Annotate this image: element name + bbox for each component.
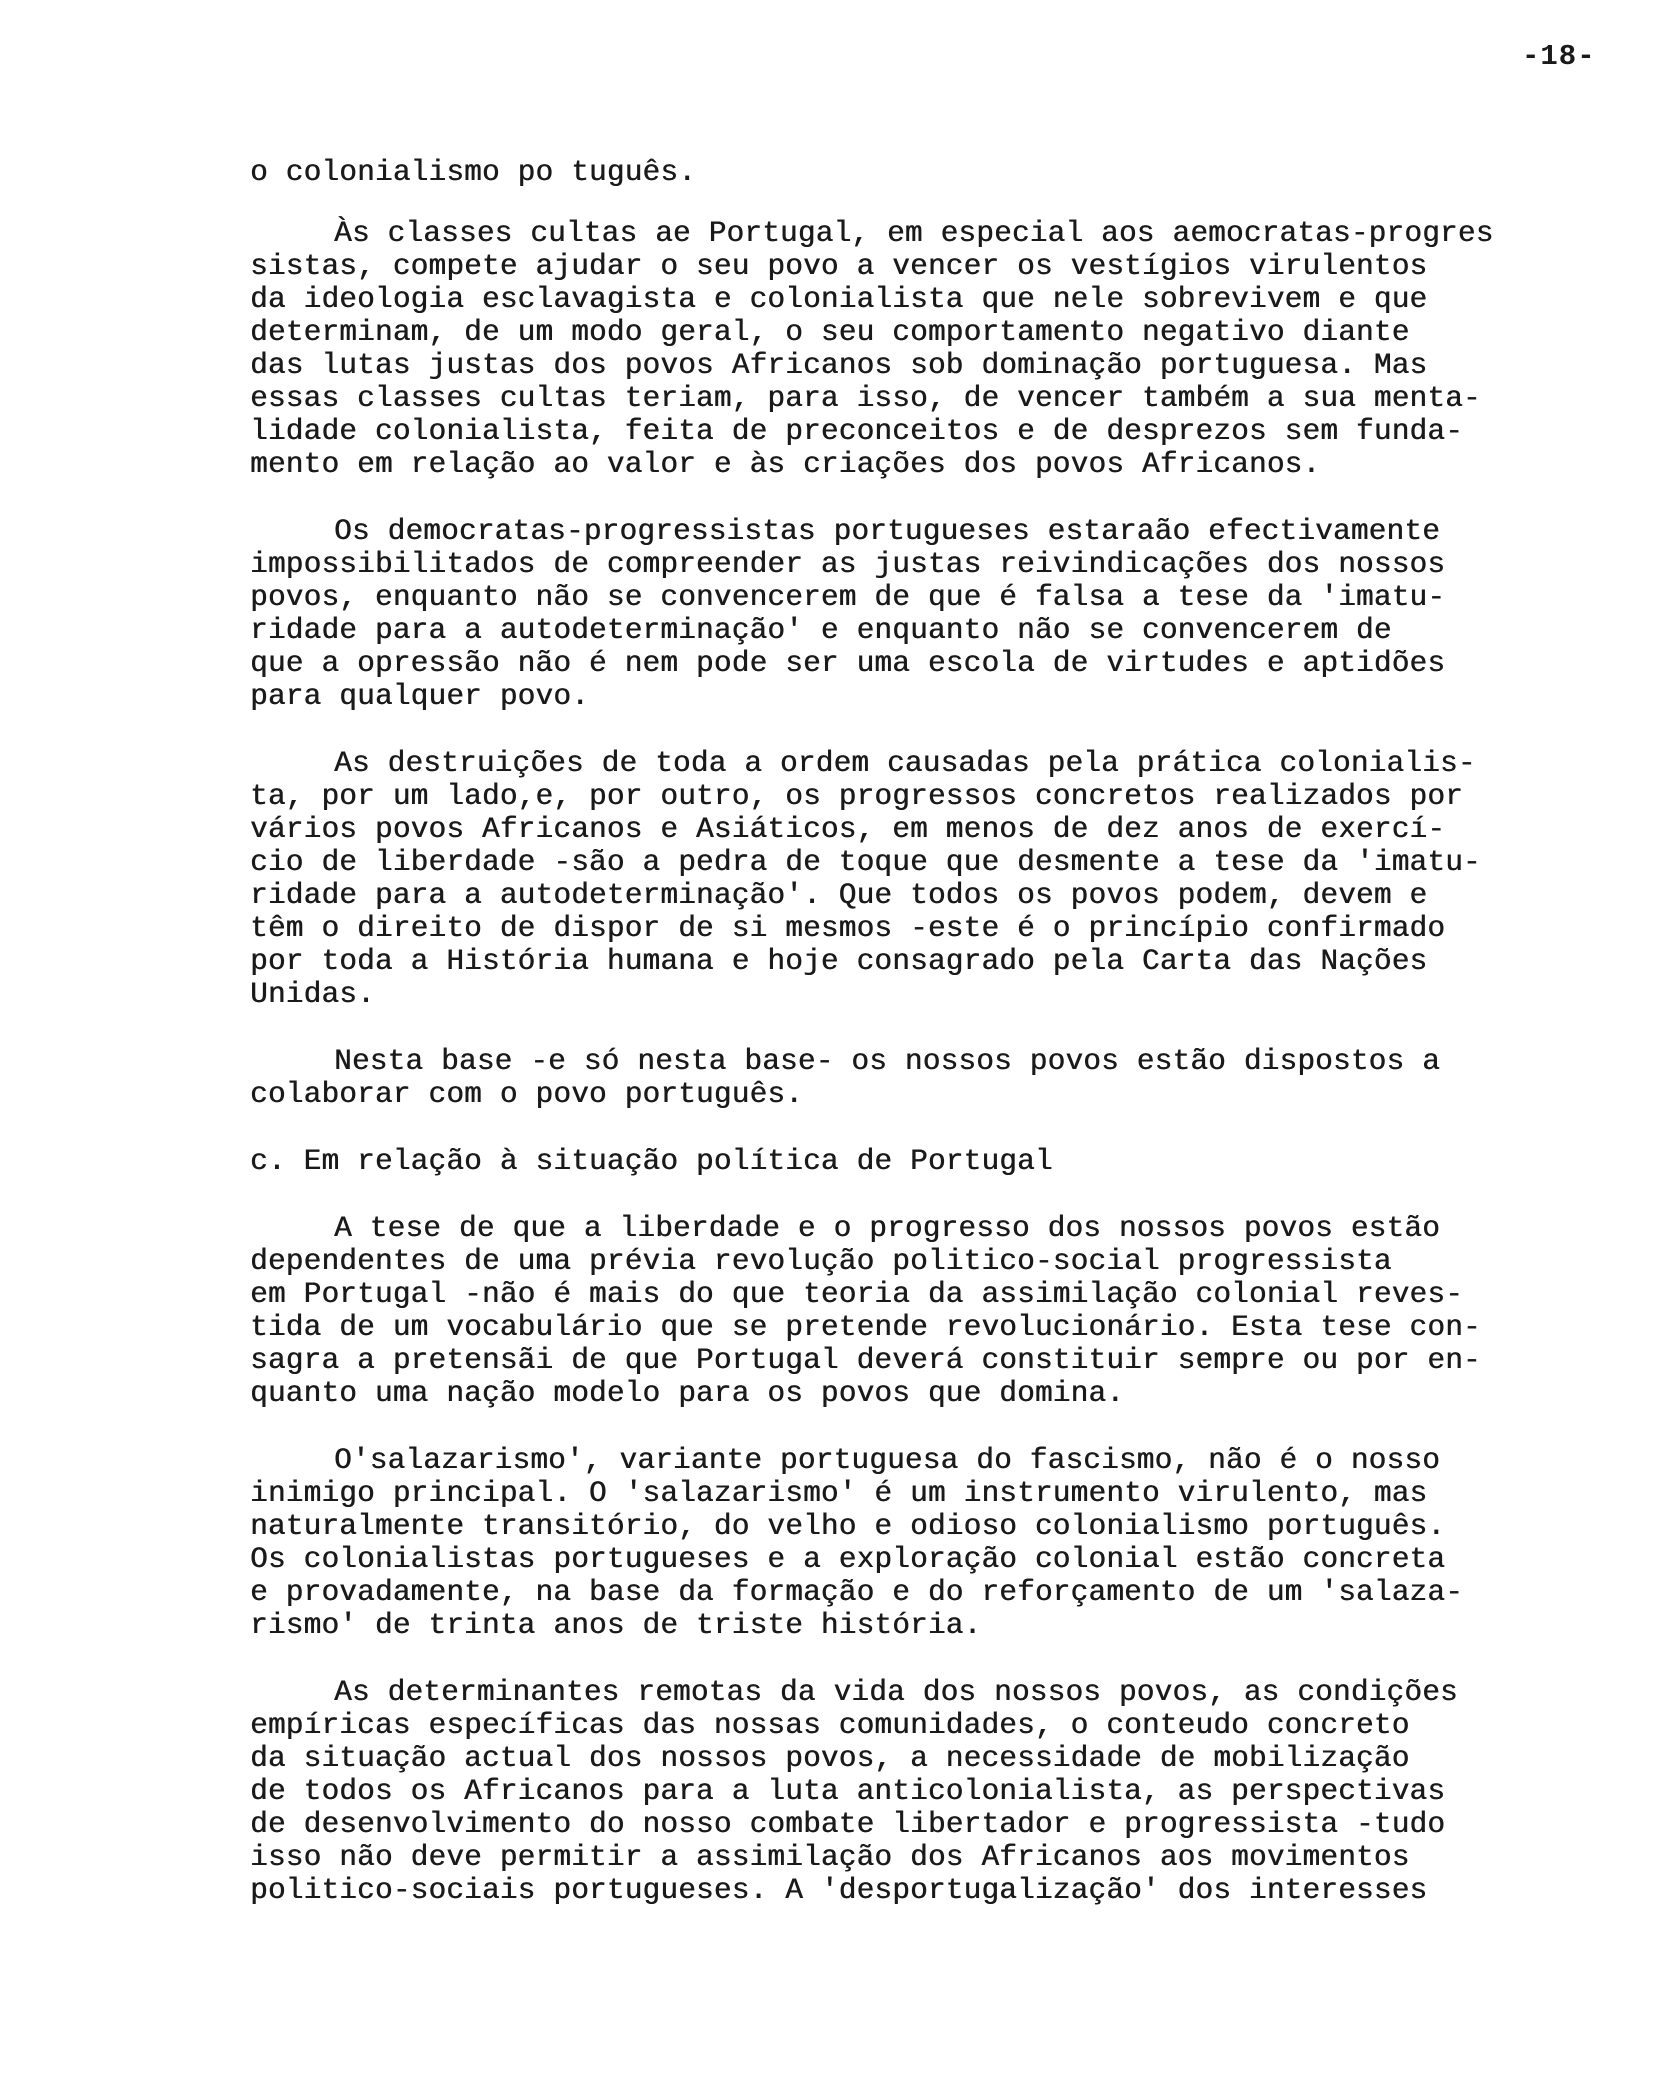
- text-line: A tese de que a liberdade e o progresso dos nossos povos estão: [334, 1212, 1440, 1245]
- text-line: quanto uma nação modelo para os povos que domina.: [250, 1377, 1125, 1410]
- text-line: por toda a História humana e hoje consagrado pela Carta das Nações: [250, 945, 1428, 978]
- text-line: empíricas específicas das nossas comunidades, o conteudo concreto: [250, 1709, 1410, 1742]
- text-line: tida de um vocabulário que se pretende revolucionário. Esta tese con-: [250, 1311, 1481, 1344]
- document-body: [250, 156, 1645, 1941]
- text-line: das lutas justas dos povos Africanos sob dominação portuguesa. Mas: [250, 349, 1428, 382]
- text-line: vários povos Africanos e Asiáticos, em menos de dez anos de exercí-: [250, 813, 1446, 846]
- text-line: rismo' de trinta anos de triste história.: [250, 1609, 982, 1642]
- text-line: determinam, de um modo geral, o seu comportamento negativo diante: [250, 316, 1410, 349]
- text-line: inimigo principal. O 'salazarismo' é um instrumento virulento, mas: [250, 1477, 1428, 1510]
- text-line: cio de liberdade -são a pedra de toque que desmente a tese da 'imatu-: [250, 846, 1481, 879]
- text-line: isso não deve permitir a assimilação dos Africanos aos movimentos: [250, 1841, 1410, 1874]
- text-line: c. Em relação à situação política de Portugal: [250, 1145, 1053, 1178]
- text-line: As determinantes remotas da vida dos nossos povos, as condições: [334, 1676, 1458, 1709]
- text-line: Os colonialistas portugueses e a exploração colonial estão concreta: [250, 1543, 1446, 1576]
- text-line: essas classes cultas teriam, para isso, de vencer também a sua menta-: [250, 382, 1481, 415]
- paragraph: [250, 1444, 1645, 1642]
- text-line: ta, por um lado,e, por outro, os progressos concretos realizados por: [250, 780, 1463, 813]
- text-line: têm o direito de dispor de si mesmos -este é o princípio confirmado: [250, 912, 1446, 945]
- text-line: As destruições de toda a ordem causadas pela prática colonialis-: [334, 747, 1476, 780]
- text-line: e provadamente, na base da formação e do reforçamento de um 'salaza-: [250, 1576, 1463, 1609]
- text-line: mento em relação ao valor e às criações dos povos Africanos.: [250, 448, 1321, 481]
- paragraph: [250, 1212, 1645, 1410]
- paragraph: [250, 1045, 1645, 1111]
- paragraph: [250, 1676, 1645, 1907]
- text-line: ridade para a autodeterminação' e enquanto não se convencerem de: [250, 614, 1392, 647]
- text-line: sistas, compete ajudar o seu povo a vencer os vestígios virulentos: [250, 250, 1428, 283]
- text-line: de desenvolvimento do nosso combate libertador e progressista -tudo: [250, 1808, 1446, 1841]
- text-line: em Portugal -não é mais do que teoria da assimilação colonial reves-: [250, 1278, 1463, 1311]
- text-line: colaborar com o povo português.: [250, 1078, 803, 1111]
- text-line: ridade para a autodeterminação'. Que todos os povos podem, devem e: [250, 879, 1428, 912]
- text-line: dependentes de uma prévia revolução politico-social progressista: [250, 1245, 1392, 1278]
- text-line: O'salazarismo', variante portuguesa do fascismo, não é o nosso: [334, 1444, 1440, 1477]
- text-line: impossibilitados de compreender as justas reivindicações dos nossos: [250, 548, 1446, 581]
- text-line: povos, enquanto não se convencerem de que é falsa a tese da 'imatu-: [250, 581, 1446, 614]
- page-number: -18-: [1522, 40, 1596, 73]
- paragraph: [250, 515, 1645, 713]
- section-heading: [250, 1145, 1645, 1178]
- text-line: da situação actual dos nossos povos, a necessidade de mobilização: [250, 1742, 1410, 1775]
- paragraph: [250, 217, 1645, 481]
- text-line: Os democratas-progressistas portugueses estaraão efectivamente: [334, 515, 1440, 548]
- text-line: lidade colonialista, feita de preconceitos e de desprezos sem funda-: [250, 415, 1463, 448]
- text-line: naturalmente transitório, do velho e odioso colonialismo português.: [250, 1510, 1446, 1543]
- text-line: o colonialismo po tuguês.: [250, 156, 696, 189]
- text-line: sagra a pretensãi de que Portugal deverá constituir sempre ou por en-: [250, 1344, 1481, 1377]
- paragraph: [250, 156, 1645, 189]
- text-line: para qualquer povo.: [250, 680, 589, 713]
- text-line: politico-sociais portugueses. A 'desportugalização' dos interesses: [250, 1874, 1428, 1907]
- text-line: que a opressão não é nem pode ser uma escola de virtudes e aptidões: [250, 647, 1446, 680]
- text-line: Nesta base -e só nesta base- os nossos povos estão dispostos a: [334, 1045, 1440, 1078]
- text-line: Unidas.: [250, 978, 375, 1011]
- text-line: de todos os Africanos para a luta anticolonialista, as perspectivas: [250, 1775, 1446, 1808]
- text-line: da ideologia esclavagista e colonialista que nele sobrevivem e que: [250, 283, 1428, 316]
- paragraph: [250, 747, 1645, 1011]
- text-line: Às classes cultas ae Portugal, em especial aos aemocratas-progres: [334, 217, 1494, 250]
